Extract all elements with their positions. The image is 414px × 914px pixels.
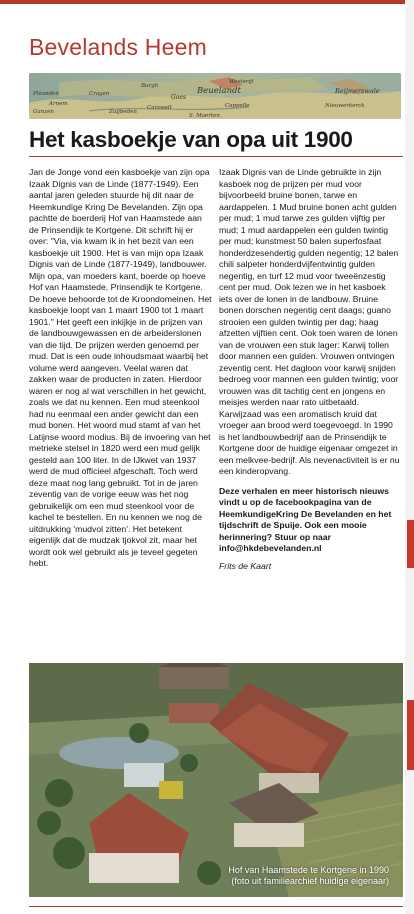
map-label: Ganzen [33,109,54,115]
article-column-right [219,167,401,573]
edge-accent-strip [407,520,414,568]
contact-note: Deze verhalen en meer historisch nieuws vindt u op de facebookpagina van de HeemkundigeKring De Bevelanden en het tijdschrift de Spuije. Ook een mooie herinnering? Stuur op naar info@hkdebevelanden.nl [219,485,392,553]
map-label: Goes [171,94,187,101]
adjacent-page-edge [405,0,414,914]
article-paragraph: Izaak Dignis van de Linde gebruikte in zijn kasboek nog de prijzen per mud voor bijvoorbeeld bruine bonen, tarwe en aardappelen. 1 Mud bruine bonen acht gulden per mud; 1 mud tarwe zes gulden vijftig per mud; 1 mud aardappelen een gulden twintig per mud; kunstmest 50 balen superfosfaat honderdzesendertig gulden negentig; 12 balen chili salpeter honderdvijfentwintig gulden negentig, en turf 12 mud voor tweeënzestig cent per mud. Ook lezen we in het kasboek iets over de lonen in de landbouw. Bruine bonen dorschen negentig cent daags; guano strooien een gulden twintig per dag; haag afzetten vijftien cent. Ook toen waren de lonen van de vrouwen een stuk lager: Karwij tollen door mannen een gulden. Vrouwen ontvingen zeventig cent. Het dagloon voor karwij snijden bedroeg voor mannen een gulden twintig; voor vrouwen was dit tachtig cent en jongens en meisjes werden naar rato uitbetaald. Karwijzaad was een aromatisch kruid dat vroeger aan brood werd toegevoegd. In 1990 is het landbouwbedrijf aan de Prinsendijk te Kortgene door de huidige eigenaar omgezet in een melkvee-bedrijf. Als nevenactiviteit is er nu een kinderopvang. [219,167,400,476]
photo-caption-line: Hof van Haamstede te Kortgene in 1990 [228,865,389,875]
photo-caption-line: (foto uit familiearchief huidige eigenaar) [231,876,389,886]
historic-map-banner [29,73,401,119]
map-label: Beuelandt [197,86,241,96]
map-label: Nieuwerkerck [325,103,365,109]
farm-photo-image [29,663,403,897]
map-label: Zuijbeden [109,109,137,115]
map-label: Carswelt [147,105,172,111]
map-label: Burgh [141,83,159,89]
edge-accent-strip [407,700,414,770]
aerial-farm-photo [29,663,403,897]
article-headline: Het kasboekje van opa uit 1900 [29,127,353,152]
author-name: Frits de Kaart [219,560,272,571]
section-title: Bevelands Heem [29,34,207,60]
map-label: Cappelle [225,103,250,109]
photo-caption [228,865,389,887]
article-paragraph: Jan de Jonge vond een kasboekje van zijn opa Izaak Dignis van de Linde (1877-1949). Een aantal jaren geleden stuurde hij dit naar de Heemkundige Kring De Bevelanden. Zijn opa pachtte de boerderij Hof van Haamstede aan de Prinsendijk te Kortgene. Dit schrift hij er over: "Via, via kwam ik in het bezit van een kasboekje uit 1900. Het is van mijn opa Izaak Dignis van de Linde (1877-1949), landbouwer. Mijn opa, van moeders kant, boerde op hoeve Hof van Haamstede, Prinsendijk te Kortgene. De hoeve behoorde tot de Kroondomeinen. Het kasboekje loopt van 1 maart 1900 tot 1 maart 1901." Het geeft een inkijkje in de prijzen van de landbouwgewassen en de arbeiderslonen van die tijd. De prijzen werden genoemd per mud. Dat is een oude inhoudsmaat waarbij het volume werd aangeven. Veelal waren dat zakken waar de producten in zaten. Hierdoor waren er nog al wat verschillen in het gewicht, zoals we dat nu kennen. Een mud steenkool had nu eenmaal een ander gewicht dan een mud bonen. Het woord mud stamt af van het Latijnse woord modius. Bij de invoering van het metrieke stelsel in 1820 werd een mud gelijk gesteld aan 100 liter. In de IJkwet van 1937 werd de mud officieel afgeschaft. Toch werd deze maat nog lang gebruikt. Tot in de jaren zeventig van de vorige eeuw was het nog gebruikelijk om een mud steenkool voor de kachel te bestellen. En nu kennen we nog de uitdrukking 'mudvol zitten'. Het betekent eigenlijk dat de mudzak tjokvol zit, maar het wordt ook wel gebruikt als je teveel gegeten hebt. [29,167,212,568]
map-label: Arnem [49,101,68,107]
map-label: Pleanden [33,91,59,97]
map-label: Westerijl [229,79,254,85]
map-label: S. Maerten [189,113,220,119]
article-column-left [29,167,212,571]
headline-divider [29,156,403,157]
bottom-divider [29,906,403,907]
map-label: Cragen [89,91,110,97]
article-page [27,4,403,904]
historic-map-image [29,73,401,119]
map-label: Reijmerswale [335,87,380,95]
